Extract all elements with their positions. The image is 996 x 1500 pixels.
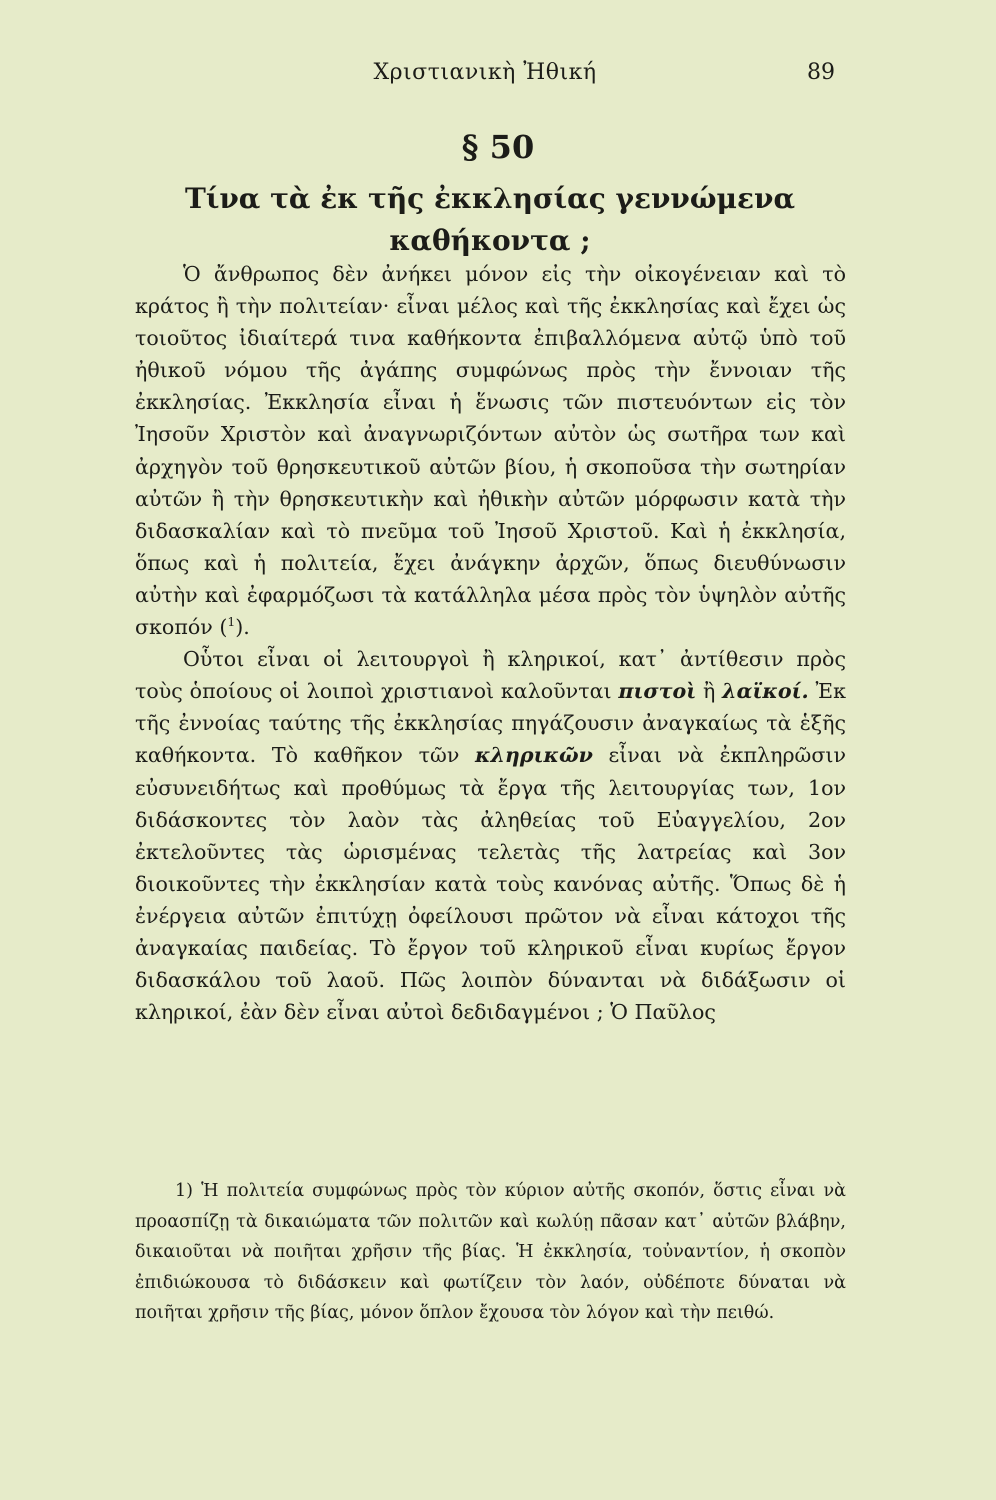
footnote-ref: 1 — [227, 615, 236, 630]
paragraph-2 — [135, 643, 846, 1028]
emphasis-laikoi: λαϊκοί. — [722, 679, 809, 704]
paragraph-2-part-c: Ἐκ τῆς ἐννοίας ταύτης τῆς ἐκκλησίας πηγάζουσιν ἀναγκαίως τὰ ἑξῆς καθήκοντα. Τὸ καθῆκον τῶν — [135, 679, 846, 768]
emphasis-klirikon: κληρικῶν — [475, 743, 593, 768]
paragraph-2-part-b: ἢ — [696, 679, 723, 704]
footnotes — [135, 1176, 846, 1329]
page-number: 89 — [807, 60, 835, 85]
section-title: Τίνα τὰ ἐκ τῆς ἐκκλησίας γεννώμενα καθήκοντα ; — [184, 182, 796, 257]
emphasis-pistoi: πιστοὶ — [618, 679, 697, 704]
paragraph-2-part-d: εἶναι νὰ ἐκπληρῶσιν εὐσυνειδήτως καὶ προθύμως τὰ ἔργα τῆς λειτουργίας των, 1ον διδάσκοντες τὸν λαὸν τὰς ἀληθείας τοῦ Εὐαγγελίου, 2ον ἐκτελοῦντες τὰς ὡρισμένας τελετὰς τῆς λατρείας καὶ 3ον διοικοῦντες τὴν ἐκκλησίαν κατὰ τοὺς κανόνας αὐτῆς. Ὅπως δὲ ἡ ἐνέργεια αὐτῶν ἐπιτύχῃ ὀφείλουσι πρῶτον νὰ εἶναι κάτοχοι τῆς ἀναγκαίας παιδείας. Τὸ ἔργον τοῦ κληρικοῦ εἶναι κυρίως ἔργον διδασκάλου τοῦ λαοῦ. Πῶς λοιπὸν δύνανται νὰ διδάξωσιν οἱ κληρικοί, ἐὰν δὲν εἶναι αὐτοὶ δεδιδαγμένοι ; Ὁ Παῦλος — [135, 743, 846, 1025]
footnote-1: 1) Ἡ πολιτεία συμφώνως πρὸς τὸν κύριον αὐτῆς σκοπόν, ὅστις εἶναι νὰ προασπίζῃ τὰ δικαιώματα τῶν πολιτῶν καὶ κωλύῃ πᾶσαν κατ᾽ αὐτῶν βλάβην, δικαιοῦται νὰ ποιῆται χρῆσιν τῆς βίας. Ἡ ἐκκλησία, τοὐναντίον, ἡ σκοπὸν ἐπιδιώκουσα τὸ διδάσκειν καὶ φωτίζειν τὸν λαόν, οὐδέποτε δύναται νὰ ποιῆται χρῆσιν τῆς βίας, μόνον ὅπλον ἔχουσα τὸν λόγον καὶ τὴν πειθώ. — [135, 1181, 846, 1323]
running-head — [135, 60, 835, 96]
paragraph-2-part-a: Οὗτοι εἶναι οἱ λειτουργοὶ ἢ κληρικοί, κατ᾽ ἀντίθεσιν πρὸς τοὺς ὁποίους οἱ λοιποὶ χριστιανοὶ καλοῦνται — [135, 647, 846, 704]
running-title: Χριστιανικὴ Ἠθική — [373, 60, 597, 85]
paragraph-1-text: Ὁ ἄνθρωπος δὲν ἀνήκει μόνον εἰς τὴν οἰκογένειαν καὶ τὸ κράτος ἢ τὴν πολιτείαν· εἶναι μέλος καὶ τῆς ἐκκλησίας καὶ ἔχει ὡς τοιοῦτος ἰδιαίτερά τινα καθήκοντα ἐπιβαλλόμενα αὐτῷ ὑπὸ τοῦ ἠθικοῦ νόμου τῆς ἀγάπης συμφώνως πρὸς τὴν ἔννοιαν τῆς ἐκκλησίας. Ἐκκλησία εἶναι ἡ ἕνωσις τῶν πιστευόντων εἰς τὸν Ἰησοῦν Χριστὸν καὶ ἀναγνωριζόντων αὐτὸν ὡς σωτῆρα των καὶ ἀρχηγὸν τοῦ θρησκευτικοῦ αὐτῶν βίου, ἡ σκοποῦσα τὴν σωτηρίαν αὐτῶν ἢ τὴν θρησκευτικὴν καὶ ἠθικὴν αὐτῶν μόρφωσιν κατὰ τὴν διδασκαλίαν καὶ τὸ πνεῦμα τοῦ Ἰησοῦ Χριστοῦ. Καὶ ἡ ἐκκλησία, ὅπως καὶ ἡ πολιτεία, ἔχει ἀνάγκην ἀρχῶν, ὅπως διευθύνωσιν αὐτὴν καὶ ἐφαρμόζωσι τὰ κατάλληλα μέσα πρὸς τὸν ὑψηλὸν αὐτῆς σκοπόν ( — [135, 262, 846, 640]
body-text — [135, 258, 846, 1028]
section-number: § 50 — [461, 128, 535, 166]
paragraph-1 — [135, 258, 846, 643]
paragraph-1-end: ). — [235, 615, 250, 640]
